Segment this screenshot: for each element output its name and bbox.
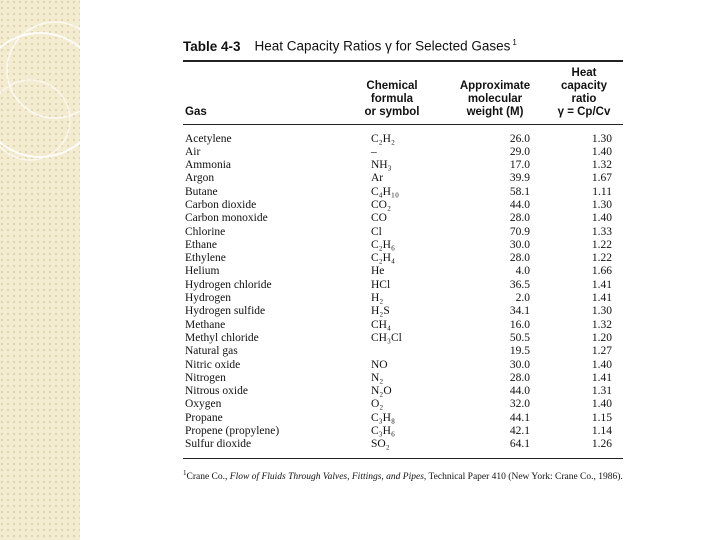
- table-header: [183, 62, 623, 124]
- cell-gas: Argon: [185, 172, 215, 185]
- table-number: Table 4-3: [183, 38, 241, 54]
- cell-molecular-weight: 2.0: [515, 292, 530, 305]
- table-row: [183, 332, 623, 345]
- cell-ratio: 1.40: [591, 145, 612, 158]
- cell-molecular-weight: 64.1: [509, 438, 530, 451]
- table-row: [183, 239, 623, 252]
- table-row: [183, 279, 623, 292]
- cell-molecular-weight: 28.0: [509, 371, 530, 384]
- cell-ratio: 1.41: [591, 371, 612, 384]
- cell-formula: C₂H₄: [371, 252, 395, 265]
- cell-molecular-weight: 44.0: [509, 385, 530, 398]
- cell-formula: C₃H₈: [371, 411, 395, 424]
- cell-gas: Nitrous oxide: [185, 385, 248, 398]
- cell-molecular-weight: 28.0: [509, 212, 530, 225]
- cell-formula: CH₄: [371, 318, 391, 331]
- cell-ratio: 1.40: [591, 212, 612, 225]
- cell-gas: Carbon monoxide: [185, 212, 268, 225]
- header-ratio: Heat capacity ratio γ = Cp/Cv: [557, 66, 611, 118]
- cell-gas: Nitric oxide: [185, 358, 241, 371]
- cell-ratio: 1.22: [591, 252, 612, 265]
- cell-gas: Hydrogen: [185, 292, 231, 305]
- cell-molecular-weight: 26.0: [509, 132, 530, 145]
- table-row: [183, 305, 623, 318]
- cell-ratio: 1.31: [591, 385, 612, 398]
- cell-gas: Butane: [185, 185, 218, 198]
- cell-molecular-weight: 39.9: [509, 172, 530, 185]
- table-row: [183, 438, 623, 451]
- cell-ratio: 1.67: [591, 172, 612, 185]
- cell-formula: Ar: [371, 172, 384, 185]
- cell-formula: SO₂: [371, 438, 390, 451]
- cell-molecular-weight: 70.9: [509, 225, 530, 238]
- table-row: [183, 133, 623, 146]
- cell-formula: CH₃Cl: [371, 331, 402, 344]
- cell-ratio: 1.66: [591, 265, 612, 278]
- cell-molecular-weight: 58.1: [509, 185, 530, 198]
- footnote-mark: 1: [183, 468, 187, 477]
- cell-gas: Nitrogen: [185, 371, 226, 384]
- cell-molecular-weight: 16.0: [509, 318, 530, 331]
- cell-molecular-weight: 19.5: [509, 345, 530, 358]
- cell-gas: Carbon dioxide: [185, 198, 257, 211]
- table-footnote: [183, 467, 623, 484]
- cell-ratio: 1.30: [591, 132, 612, 145]
- cell-formula: CO: [371, 212, 387, 225]
- cell-gas: Helium: [185, 265, 220, 278]
- cell-gas: Air: [185, 145, 201, 158]
- footnote-rest: Technical Paper 410 (New York: Crane Co., 1986).: [426, 471, 623, 482]
- table-row: [183, 372, 623, 385]
- cell-formula: N₂O: [371, 385, 392, 398]
- table-row: [183, 146, 623, 159]
- decorative-circles: [0, 0, 80, 540]
- cell-formula: HCl: [371, 278, 391, 291]
- table-row: [183, 186, 623, 199]
- cell-formula: C₂H₆: [371, 238, 395, 251]
- cell-ratio: 1.15: [591, 411, 612, 424]
- table-row: [183, 252, 623, 265]
- cell-ratio: 1.20: [591, 331, 612, 344]
- cell-formula: H₂: [371, 292, 384, 305]
- table-row: [183, 412, 623, 425]
- header-gas: Gas: [185, 105, 207, 118]
- cell-gas: Methyl chloride: [185, 331, 259, 344]
- cell-ratio: 1.30: [591, 305, 612, 318]
- cell-molecular-weight: 36.5: [509, 278, 530, 291]
- cell-ratio: 1.26: [591, 438, 612, 451]
- cell-gas: Oxygen: [185, 398, 222, 411]
- header-rule: [183, 124, 623, 125]
- cell-molecular-weight: 17.0: [509, 159, 530, 172]
- title-footnote-mark: 1: [512, 38, 517, 47]
- cell-molecular-weight: 42.1: [509, 425, 530, 438]
- table-body: [183, 133, 623, 452]
- table-row: [183, 292, 623, 305]
- gas-table: [183, 38, 623, 484]
- table-row: [183, 226, 623, 239]
- cell-formula: C₂H₂: [371, 132, 395, 145]
- cell-formula: NH₃: [371, 159, 392, 172]
- cell-gas: Propane: [185, 411, 223, 424]
- cell-molecular-weight: 30.0: [509, 358, 530, 371]
- cell-ratio: 1.41: [591, 292, 612, 305]
- table-row: [183, 319, 623, 332]
- footnote-work: Flow of Fluids Through Valves, Fittings, and Pipes,: [229, 471, 427, 482]
- cell-ratio: 1.14: [591, 425, 612, 438]
- cell-ratio: 1.27: [591, 345, 612, 358]
- cell-molecular-weight: 34.1: [509, 305, 530, 318]
- table-row: [183, 385, 623, 398]
- header-formula: Chemical formula or symbol: [364, 79, 420, 118]
- cell-gas: Chlorine: [185, 225, 226, 238]
- cell-molecular-weight: 44.0: [509, 198, 530, 211]
- cell-formula: He: [371, 265, 385, 278]
- decorative-left-band: [0, 0, 80, 540]
- table-row: [183, 359, 623, 372]
- cell-gas: Propene (propylene): [185, 425, 280, 438]
- cell-gas: Ethane: [185, 238, 217, 251]
- table-row: [183, 425, 623, 438]
- table-row: [183, 159, 623, 172]
- cell-formula: –: [371, 145, 377, 158]
- cell-molecular-weight: 28.0: [509, 252, 530, 265]
- cell-formula: CO₂: [371, 198, 391, 211]
- cell-formula: H₂S: [371, 305, 390, 318]
- cell-molecular-weight: 29.0: [509, 145, 530, 158]
- cell-formula: O₂: [371, 398, 384, 411]
- cell-ratio: 1.40: [591, 398, 612, 411]
- table-row: [183, 345, 623, 358]
- header-molecular-weight: Approximate molecular weight (M): [459, 79, 531, 118]
- cell-ratio: 1.33: [591, 225, 612, 238]
- cell-gas: Methane: [185, 318, 226, 331]
- cell-ratio: 1.32: [591, 159, 612, 172]
- table-row: [183, 172, 623, 185]
- cell-molecular-weight: 30.0: [509, 238, 530, 251]
- cell-formula: C₄H₁₀: [371, 185, 400, 198]
- cell-formula: NO: [371, 358, 388, 371]
- cell-gas: Acetylene: [185, 132, 232, 145]
- table-title: [183, 38, 623, 54]
- cell-ratio: 1.40: [591, 358, 612, 371]
- cell-molecular-weight: 44.1: [509, 411, 530, 424]
- cell-formula: N₂: [371, 371, 384, 384]
- footnote-author: Crane Co.,: [186, 471, 230, 482]
- cell-gas: Hydrogen chloride: [185, 278, 272, 291]
- cell-ratio: 1.11: [592, 185, 612, 198]
- cell-ratio: 1.22: [591, 238, 612, 251]
- cell-gas: Ammonia: [185, 159, 231, 172]
- table-row: [183, 398, 623, 411]
- cell-gas: Hydrogen sulfide: [185, 305, 266, 318]
- cell-formula: C₃H₆: [371, 425, 395, 438]
- cell-ratio: 1.30: [591, 198, 612, 211]
- cell-gas: Ethylene: [185, 252, 226, 265]
- table-row: [183, 265, 623, 278]
- cell-gas: Sulfur dioxide: [185, 438, 252, 451]
- cell-molecular-weight: 50.5: [509, 331, 530, 344]
- table-row: [183, 199, 623, 212]
- cell-formula: Cl: [371, 225, 382, 238]
- cell-ratio: 1.41: [591, 278, 612, 291]
- bottom-rule: [183, 458, 623, 459]
- table-title-text: Heat Capacity Ratios γ for Selected Gases: [254, 38, 511, 54]
- cell-gas: Natural gas: [185, 345, 238, 358]
- cell-molecular-weight: 4.0: [515, 265, 530, 278]
- table-row: [183, 212, 623, 225]
- cell-molecular-weight: 32.0: [509, 398, 530, 411]
- cell-ratio: 1.32: [591, 318, 612, 331]
